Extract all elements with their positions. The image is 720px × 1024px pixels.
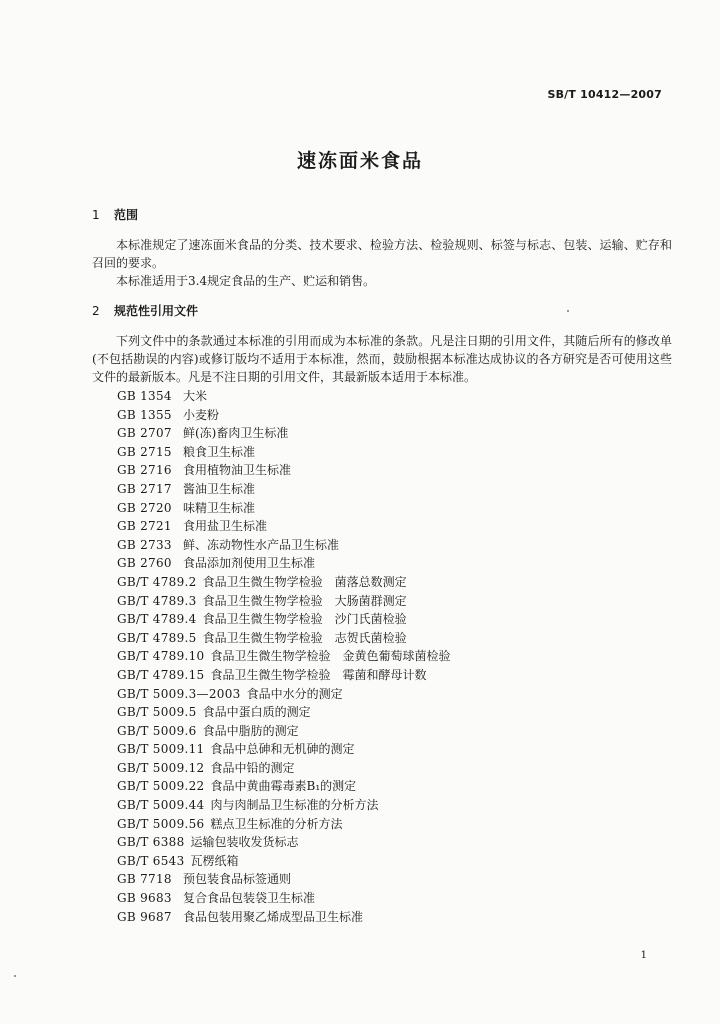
- reference-code: GB/T 5009.6: [117, 723, 197, 738]
- reference-code: GB 2707: [117, 426, 172, 441]
- reference-title: 肉与肉制品卫生标准的分析方法: [210, 798, 379, 813]
- reference-item: [117, 610, 451, 629]
- reference-title: 复合食品包装袋卫生标准: [183, 891, 316, 906]
- section-number: 1: [92, 208, 100, 222]
- reference-code: GB 9683: [117, 891, 172, 906]
- reference-code: GB 9687: [117, 909, 172, 924]
- normative-intro-paragraph: 下列文件中的条款通过本标准的引用而成为本标准的条款。凡是注日期的引用文件，其随后所有的修改单(不包括勘误的内容)或修订版均不适用于本标准，然而，鼓励根据本标准达成协议的各方研究是否可使用这些文件的最新版本。凡是不注日期的引用文件，其最新版本适用于本标准。: [92, 334, 672, 384]
- reference-title: 食品中水分的测定: [246, 686, 343, 701]
- reference-code: GB 2720: [117, 500, 172, 515]
- standard-code: SB/T 10412—2007: [547, 88, 662, 101]
- reference-title: 鲜、冻动物性水产品卫生标准: [183, 537, 340, 552]
- reference-title: 大米: [183, 389, 208, 403]
- reference-title: 预包装食品标签通则: [183, 872, 292, 887]
- reference-code: GB/T 5009.3—2003: [117, 686, 241, 701]
- reference-item: [117, 666, 451, 685]
- reference-title: 食品卫生微生物学检验 志贺氏菌检验: [202, 630, 407, 645]
- reference-title: 食用植物油卫生标准: [183, 463, 292, 478]
- reference-code: GB/T 5009.12: [117, 760, 205, 775]
- reference-item: [117, 722, 451, 741]
- reference-item: [117, 480, 451, 499]
- reference-code: GB 7718: [117, 872, 172, 887]
- section-heading-scope: [92, 206, 138, 223]
- reference-code: GB/T 4789.3: [117, 593, 197, 608]
- reference-code: GB/T 5009.44: [117, 798, 205, 813]
- reference-code: GB/T 4789.10: [117, 649, 205, 664]
- reference-title: 食品包装用聚乙烯成型品卫生标准: [183, 909, 364, 924]
- reference-title: 酱油卫生标准: [183, 481, 256, 496]
- scan-speck: [14, 975, 16, 977]
- section-number: 2: [92, 304, 100, 318]
- reference-item: [117, 554, 451, 573]
- reference-item: [117, 387, 451, 406]
- reference-item: [117, 870, 451, 889]
- reference-item: [117, 815, 451, 834]
- section-title: 范围: [114, 208, 139, 222]
- reference-title: 鲜(冻)畜肉卫生标准: [183, 426, 289, 441]
- reference-item: [117, 852, 451, 871]
- reference-item: [117, 517, 451, 536]
- reference-list: [117, 387, 451, 926]
- reference-item: [117, 499, 451, 518]
- reference-code: GB 1354: [117, 389, 172, 403]
- reference-title: 食品中铅的测定: [210, 760, 295, 775]
- reference-code: GB/T 4789.5: [117, 630, 197, 645]
- reference-item: [117, 833, 451, 852]
- reference-code: GB/T 5009.11: [117, 742, 205, 757]
- reference-title: 食品卫生微生物学检验 霉菌和酵母计数: [210, 667, 427, 682]
- reference-title: 食品卫生微生物学检验 沙门氏菌检验: [202, 612, 407, 627]
- document-title: 速冻面米食品: [296, 150, 423, 172]
- scope-paragraph-1: 本标准规定了速冻面米食品的分类、技术要求、检验方法、检验规则、标签与标志、包装、运输、贮存和召回的要求。: [92, 238, 672, 270]
- reference-code: GB/T 6388: [117, 835, 185, 850]
- reference-title: 食品中黄曲霉毒素B₁的测定: [210, 779, 357, 794]
- page-number: 1: [640, 950, 647, 961]
- reference-item: [117, 629, 451, 648]
- reference-item: [117, 703, 451, 722]
- reference-code: GB 2716: [117, 463, 172, 478]
- section-heading-normative-references: [92, 302, 198, 319]
- reference-code: GB/T 5009.56: [117, 816, 205, 831]
- reference-item: [117, 443, 451, 462]
- reference-title: 食品卫生微生物学检验 大肠菌群测定: [202, 593, 407, 608]
- reference-title: 食品添加剂使用卫生标准: [183, 556, 316, 571]
- reference-title: 糕点卫生标准的分析方法: [210, 816, 343, 831]
- reference-title: 食品卫生微生物学检验 菌落总数测定: [202, 574, 407, 589]
- reference-code: GB/T 4789.15: [117, 667, 205, 682]
- reference-code: GB 2715: [117, 444, 172, 459]
- reference-item: [117, 406, 451, 425]
- reference-code: GB 1355: [117, 407, 172, 422]
- reference-item: [117, 740, 451, 759]
- reference-title: 粮食卫生标准: [183, 444, 256, 459]
- reference-title: 食用盐卫生标准: [183, 519, 268, 534]
- reference-title: 味精卫生标准: [183, 500, 256, 515]
- reference-title: 食品卫生微生物学检验 金黄色葡萄球菌检验: [210, 649, 451, 664]
- reference-code: GB 2717: [117, 481, 172, 496]
- reference-code: GB/T 5009.22: [117, 779, 205, 794]
- reference-item: [117, 592, 451, 611]
- section-title: 规范性引用文件: [114, 304, 199, 318]
- reference-item: [117, 759, 451, 778]
- reference-title: 食品中蛋白质的测定: [202, 705, 311, 720]
- reference-code: GB 2733: [117, 537, 172, 552]
- reference-title: 运输包装收发货标志: [190, 835, 299, 850]
- reference-item: [117, 536, 451, 555]
- reference-code: GB/T 5009.5: [117, 705, 197, 720]
- reference-code: GB/T 4789.4: [117, 612, 197, 627]
- reference-item: [117, 647, 451, 666]
- reference-title: 食品中总砷和无机砷的测定: [210, 742, 355, 757]
- reference-code: GB/T 6543: [117, 853, 185, 868]
- reference-item: [117, 573, 451, 592]
- reference-item: [117, 461, 451, 480]
- reference-code: GB/T 4789.2: [117, 574, 197, 589]
- scope-paragraph-2: 本标准适用于3.4规定食品的生产、贮运和销售。: [116, 274, 376, 288]
- reference-item: [117, 796, 451, 815]
- reference-item: [117, 777, 451, 796]
- scan-speck: [567, 310, 569, 312]
- reference-item: [117, 908, 451, 927]
- reference-item: [117, 685, 451, 704]
- reference-title: 瓦楞纸箱: [190, 853, 239, 868]
- reference-code: GB 2760: [117, 556, 172, 571]
- reference-item: [117, 889, 451, 908]
- reference-title: 食品中脂肪的测定: [202, 723, 299, 738]
- reference-code: GB 2721: [117, 519, 172, 534]
- reference-item: [117, 424, 451, 443]
- reference-title: 小麦粉: [183, 407, 220, 422]
